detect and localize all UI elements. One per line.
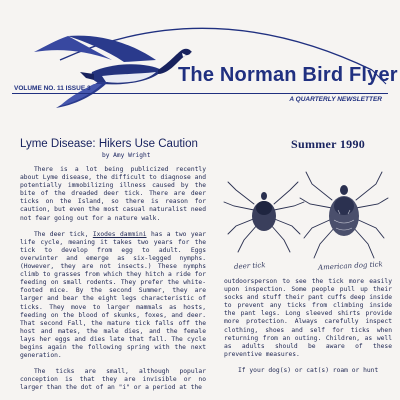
- caption-dog-tick: American dog tick: [317, 260, 384, 272]
- goose-logo-icon: [6, 28, 196, 110]
- species-name: Ixodes dammini: [92, 230, 147, 238]
- article-headline: Lyme Disease: Hikers Use Caution: [20, 138, 198, 150]
- paragraph-text: The ticks are small, although popular conception is that they are invisible or no larger than the dot of an "i" or a period at the: [20, 368, 206, 392]
- issue-season-date: Summer 1990: [291, 137, 366, 151]
- paragraph: [20, 231, 206, 361]
- paragraph-text: The deer tick,: [34, 230, 93, 238]
- paragraph: [224, 278, 392, 359]
- caption-deer-tick: deer tick: [233, 261, 266, 271]
- article-byline: by Amy Wright: [102, 152, 151, 159]
- paragraph-text: has a two year life cycle, meaning it takes two years for the tick to develop from egg to adult. Eggs overwinter and emerge as six-legged nymphs. (However, they are not insects.) These nymphs climb to grasses from which they hitch a ride for feeding on small rodents. They prefer the white-footed mice. By the second Summer, they are larger and bear the eight legs characteristic of ticks. They move to larger mammals as hosts, feeding on the blood of skunks, foxes, and deer. That second Fall, the mature tick falls off the host and mates, the male dies, and the female lays her eggs and dies late that fall. The cycle begins again the following spring with the next generation.: [20, 230, 206, 360]
- masthead-rule: [12, 93, 388, 94]
- article-column-left: [20, 166, 206, 392]
- paragraph: [20, 368, 206, 392]
- newsletter-title: The Norman Bird Flyer: [178, 64, 398, 86]
- article-column-right: [224, 278, 392, 375]
- paragraph: [20, 166, 206, 223]
- newsletter-tagline: A QUARTERLY NEWSLETTER: [289, 96, 382, 103]
- paragraph-text: There is a lot being publicized recently about Lyme disease, the difficult to diagnose and potentially immobilizing illness caused by the bite of the dreaded deer tick. There are deer ticks on the Island, so there is reason for caution, but even the most casual naturalist need not fear going out for a nature walk.: [20, 166, 206, 222]
- paragraph-text: If your dog(s) or cat(s) roam or hunt: [238, 366, 379, 374]
- volume-issue-label: VOLUME NO. 11 ISSUE 3: [14, 85, 91, 92]
- paragraph-text: outdoorsperson to see the tick more easily upon inspection. Some people pull up their socks and stuff their pant cuffs deep inside to prevent any ticks from climbing inside the pant legs. Long sleeved shirts provide more protection. Always carefully inspect clothing, shoes and self for ticks when returning from an outing. Children, as well as adults should be aware of these preventive measures.: [224, 278, 392, 358]
- paragraph: [224, 367, 392, 375]
